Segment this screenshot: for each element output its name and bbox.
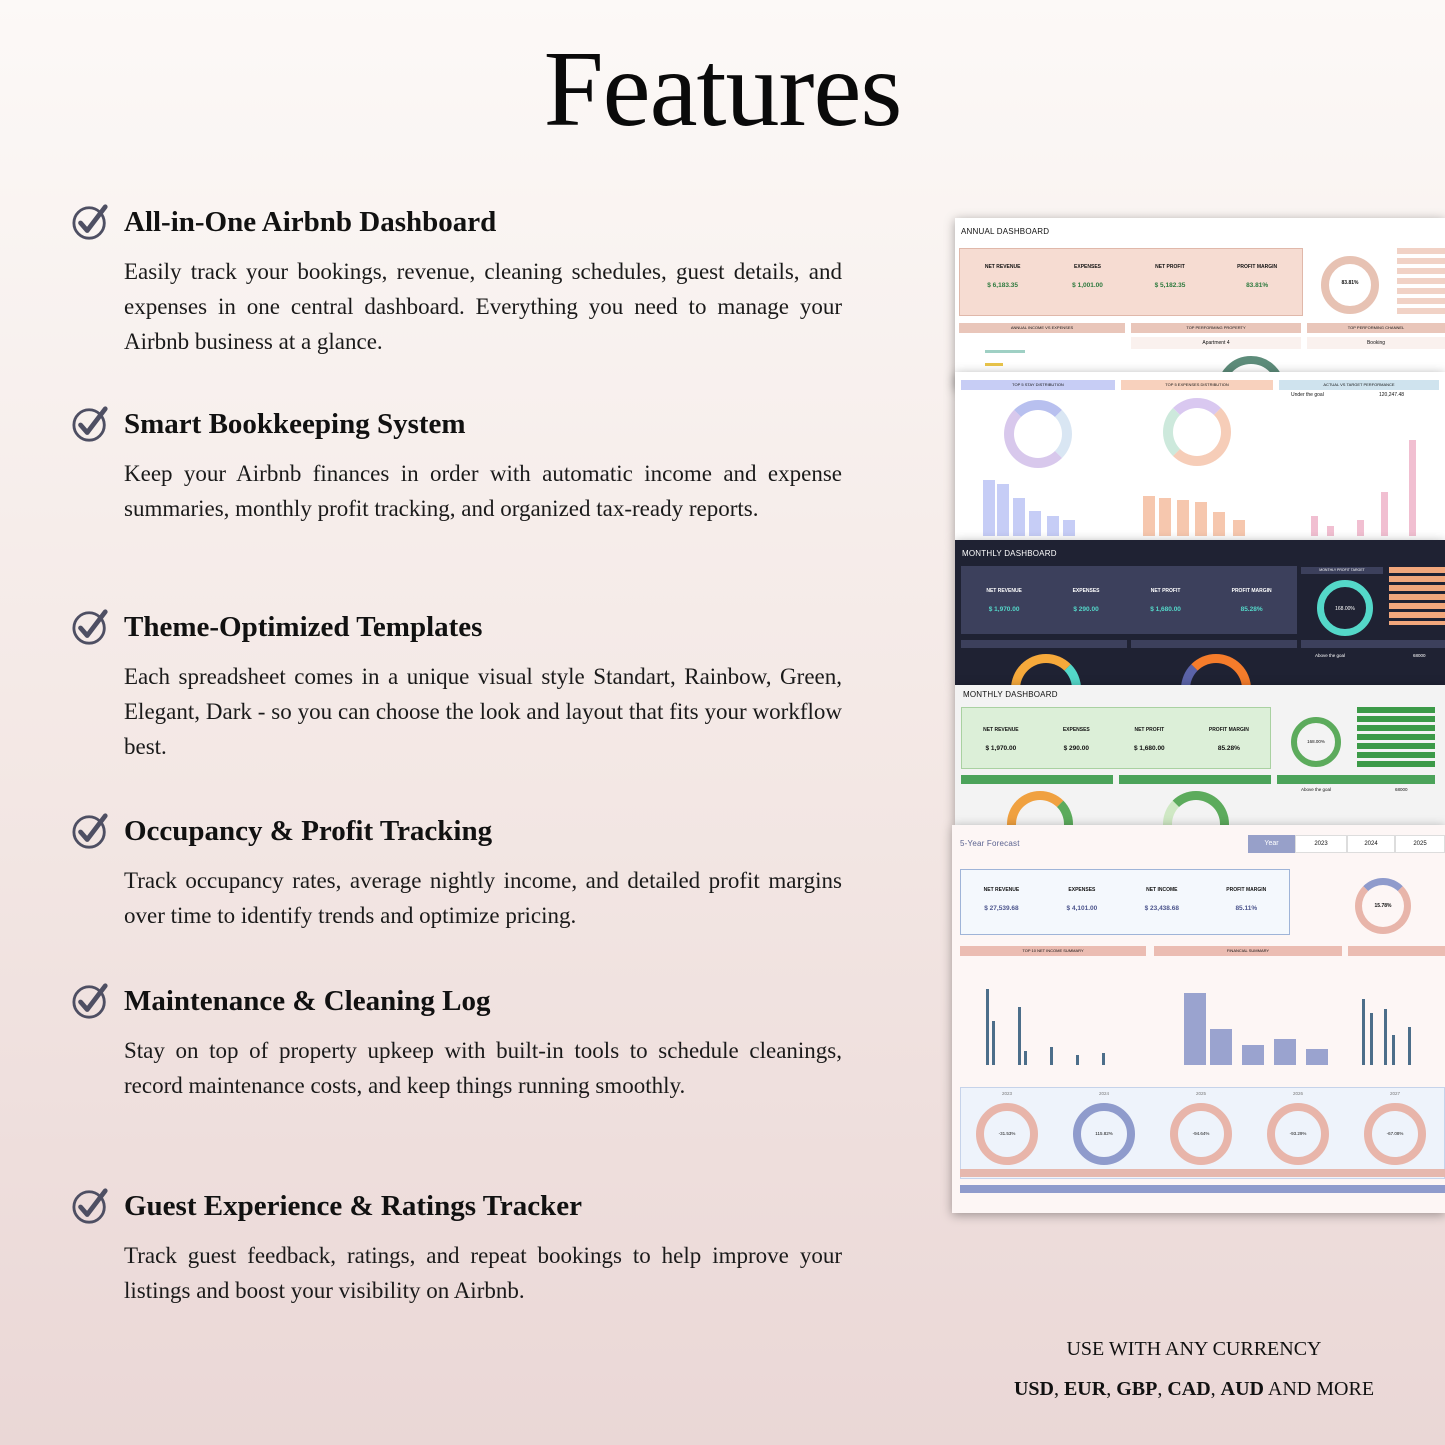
tab-2024[interactable]: 2024 (1347, 835, 1395, 853)
kpi-row (961, 588, 1297, 613)
feature-item (72, 404, 842, 526)
goal-status: Above the goal (1301, 787, 1332, 792)
donut (1011, 654, 1081, 685)
mini-bar (1177, 500, 1189, 536)
section-header: MONTHLY PROFIT TARGET (1301, 567, 1383, 574)
donut (1181, 654, 1251, 685)
section-header: TOP PERFORMING PROPERTY (1131, 323, 1301, 333)
year-tabs (1248, 835, 1445, 853)
kpi: EXPENSES $ 1,001.00 (1072, 264, 1103, 289)
section-header: TOP PERFORMING CHANNEL (1307, 323, 1445, 333)
mini-bar (1409, 440, 1416, 536)
section-header (1301, 640, 1445, 648)
feature-item (72, 202, 842, 359)
mini-bar (1018, 1007, 1021, 1065)
year-ring-label: 115.82% (1095, 1131, 1113, 1136)
preview-title: MONTHLY DASHBOARD (962, 549, 1057, 558)
tab-2023[interactable]: 2023 (1295, 835, 1347, 853)
year-label: 2027 (1389, 1091, 1400, 1096)
preview-title: 5-Year Forecast (960, 839, 1020, 848)
page-title: Features (543, 30, 902, 149)
feature-title: Theme-Optimized Templates (124, 610, 483, 643)
currency-codes: USD, EUR, GBP, CAD, AUD AND MORE (1013, 1378, 1375, 1400)
checkmark-circle-icon (72, 811, 110, 851)
donut (1007, 791, 1073, 825)
checkmark-circle-icon (72, 202, 110, 242)
mini-bar (1233, 520, 1245, 536)
rainbow-dashboard-preview (955, 372, 1445, 540)
donut (1163, 791, 1229, 825)
mini-bar (1076, 1055, 1079, 1065)
kpi: NET REVENUE $ 6,183.35 (984, 264, 1021, 289)
year-label: 2025 (1195, 1091, 1206, 1096)
annual-dashboard-preview (955, 218, 1445, 388)
mini-bar (1024, 1051, 1027, 1065)
feature-description: Stay on top of property upkeep with built-in tools to schedule cleanings, record maintenance costs, and keep things running smoothly. (124, 1038, 842, 1098)
ring-label: 83.81% (1341, 280, 1359, 286)
feature-item (72, 811, 842, 933)
kpi: NET PROFIT $ 1,680.00 (1133, 727, 1165, 752)
currency-suffix: AND MORE (1267, 1378, 1375, 1400)
preview-title: MONTHLY DASHBOARD (963, 690, 1058, 699)
kpi: NET PROFIT $ 1,680.00 (1150, 588, 1181, 613)
top-property: Apartment 4 (1131, 337, 1301, 349)
ring-label: 168.00% (1335, 606, 1355, 612)
feature-title: Guest Experience & Ratings Tracker (124, 1189, 583, 1222)
mini-bar (997, 484, 1009, 536)
filter-list (1389, 567, 1445, 625)
feature-description: Easily track your bookings, revenue, cleaning schedules, guest details, and expenses in one central dashboard. Everything you need to manage your Airbnb business at a glance. (124, 259, 842, 354)
top-channel: Booking (1307, 337, 1445, 349)
bar (985, 363, 1003, 366)
donut (1163, 398, 1231, 466)
mini-bar (1306, 1049, 1328, 1065)
kpi: EXPENSES $ 290.00 (1072, 588, 1100, 613)
feature-title: Maintenance & Cleaning Log (124, 984, 491, 1017)
year-ring-label: -31.53% (998, 1131, 1016, 1136)
kpi: PROFIT MARGIN 85.28% (1208, 727, 1249, 752)
kpi-row (961, 727, 1271, 752)
currency-note: USE WITH ANY CURRENCY (1066, 1338, 1322, 1360)
year-label: 2024 (1098, 1091, 1109, 1096)
section-header: ACTUAL VS TARGET PERFORMANCE (1279, 380, 1439, 390)
mini-bar (1327, 526, 1334, 536)
year-label: 2026 (1292, 1091, 1303, 1096)
mini-bar (1381, 492, 1388, 536)
kpi: EXPENSES $ 290.00 (1062, 727, 1090, 752)
section-header: FINANCIAL SUMMARY (1154, 946, 1342, 956)
kpi: EXPENSES $ 4,101.00 (1066, 887, 1098, 912)
filter-list (1357, 707, 1435, 769)
mini-bar (1242, 1045, 1264, 1065)
dark-dashboard-preview (955, 540, 1445, 685)
ring-label: 15.78% (1374, 903, 1392, 909)
kpi: PROFIT MARGIN 85.28% (1231, 588, 1272, 613)
kpi: PROFIT MARGIN 85.11% (1226, 887, 1267, 912)
feature-item (72, 1186, 842, 1308)
filter-list (1397, 248, 1445, 314)
feature-title: Occupancy & Profit Tracking (124, 814, 493, 847)
kpi: NET REVENUE $ 27,539.68 (983, 887, 1020, 912)
feature-item (72, 981, 842, 1103)
tab-year[interactable]: Year (1248, 835, 1295, 853)
table-row (960, 1169, 1445, 1177)
section-header (1119, 775, 1271, 784)
year-ring-label: -67.08% (1386, 1131, 1404, 1136)
kpi-row (959, 264, 1303, 289)
goal-status: Above the goal (1315, 653, 1346, 658)
mini-bar (983, 480, 995, 536)
mini-bar (992, 1021, 995, 1065)
table-row (960, 1185, 1445, 1193)
feature-item (72, 607, 842, 764)
kpi: NET REVENUE $ 1,970.00 (986, 588, 1022, 613)
mini-bar (1213, 512, 1225, 536)
mini-bar (1013, 498, 1025, 536)
kpi: PROFIT MARGIN 83.81% (1237, 264, 1278, 289)
green-dashboard-preview (955, 685, 1445, 825)
goal-status: Under the goal (1291, 392, 1324, 398)
section-header: TOP 10 NET INCOME SUMMARY (960, 946, 1146, 956)
currency-code: EUR (1063, 1378, 1107, 1400)
mini-bar (1102, 1053, 1105, 1065)
section-header: TOP 5 STAY DISTRIBUTION (961, 380, 1115, 390)
checkmark-circle-icon (72, 1186, 110, 1226)
mini-bar (1195, 502, 1207, 536)
mini-bar (1047, 516, 1059, 536)
currency-code: CAD (1167, 1378, 1211, 1400)
kpi: NET PROFIT $ 5,182.35 (1154, 264, 1186, 289)
mini-bar (1063, 520, 1075, 536)
mini-bar (1370, 1013, 1373, 1065)
year-ring-label: -93.29% (1289, 1131, 1307, 1136)
forecast-preview (952, 825, 1445, 1213)
mini-bar (1362, 999, 1365, 1065)
tab-2025[interactable]: 2025 (1395, 835, 1445, 853)
goal-value: 68000 (1413, 653, 1426, 658)
year-label: 2023 (1001, 1091, 1012, 1096)
kpi: NET INCOME $ 23,438.68 (1144, 887, 1179, 912)
year-ring-label: -94.64% (1192, 1131, 1210, 1136)
section-header (1277, 775, 1435, 784)
mini-bar (1274, 1039, 1296, 1065)
mini-bar (1050, 1047, 1053, 1065)
checkmark-circle-icon (72, 981, 110, 1021)
mini-bar (1143, 496, 1155, 536)
ring-label: 168.00% (1307, 739, 1325, 744)
mini-bar (1311, 516, 1318, 536)
donut (1004, 400, 1072, 468)
section-header (1348, 946, 1445, 956)
mini-bar (1392, 1035, 1395, 1065)
mini-bar (1408, 1027, 1411, 1065)
section-header (961, 640, 1127, 648)
checkmark-circle-icon (72, 607, 110, 647)
mini-bar (1384, 1009, 1387, 1065)
mini-bar (986, 989, 989, 1065)
kpi: NET REVENUE $ 1,970.00 (983, 727, 1019, 752)
checkmark-circle-icon (72, 404, 110, 444)
feature-title: Smart Bookkeeping System (124, 407, 466, 440)
mini-bar (1184, 993, 1206, 1065)
kpi-row (960, 887, 1290, 912)
section-header: TOP 5 EXPENSES DISTRIBUTION (1121, 380, 1273, 390)
goal-value: 68000 (1395, 787, 1408, 792)
mini-bar (1357, 520, 1364, 536)
feature-description: Track guest feedback, ratings, and repeat bookings to help improve your listings and boost your visibility on Airbnb. (124, 1243, 842, 1303)
feature-description: Keep your Airbnb finances in order with automatic income and expense summaries, monthly profit tracking, and organized tax-ready reports. (124, 461, 842, 521)
feature-title: All-in-One Airbnb Dashboard (124, 205, 497, 238)
section-header: ANNUAL INCOME VS EXPENSES (959, 323, 1125, 333)
goal-value: 120,247.48 (1379, 392, 1405, 398)
preview-title: ANNUAL DASHBOARD (961, 227, 1050, 236)
mini-bar (1029, 511, 1041, 536)
mini-bar (1210, 1029, 1232, 1065)
section-header (961, 775, 1113, 784)
feature-description: Track occupancy rates, average nightly income, and detailed profit margins over time to identify trends and optimize pricing. (124, 868, 842, 928)
currency-code: USD (1013, 1378, 1054, 1400)
feature-description: Each spreadsheet comes in a unique visual style Standart, Rainbow, Green, Elegant, Dark - so you can choose the look and layout that fits your workflow best. (124, 664, 842, 759)
currency-code: AUD (1220, 1378, 1265, 1400)
currency-code: GBP (1116, 1378, 1158, 1400)
bar (985, 350, 1025, 353)
mini-bar (1159, 498, 1171, 536)
section-header (1131, 640, 1297, 648)
